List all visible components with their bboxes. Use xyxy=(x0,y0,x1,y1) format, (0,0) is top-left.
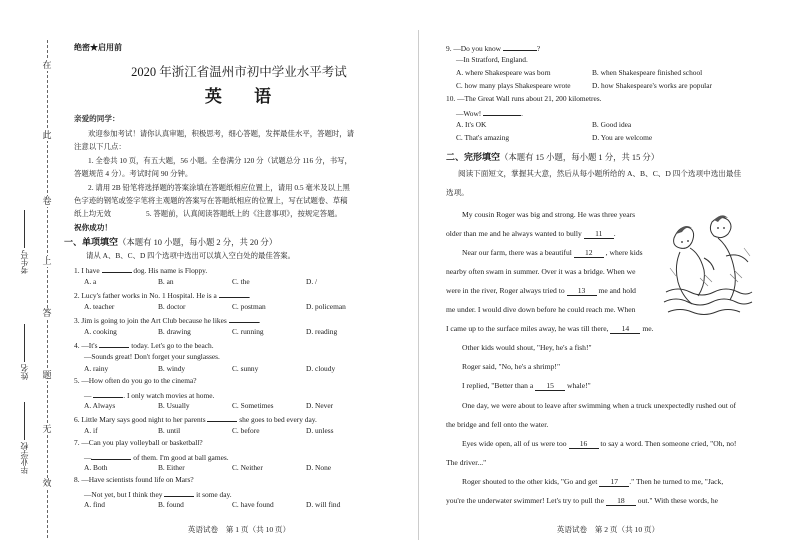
answer-blank[interactable] xyxy=(503,42,537,51)
option[interactable]: D. None xyxy=(306,463,332,472)
wish-text: 祝你成功！ xyxy=(74,223,112,232)
option[interactable]: D. cloudy xyxy=(306,364,336,373)
passage-line: you're the underwater swimmer! Let's try to pull the 18 out." With these words, he xyxy=(446,496,719,505)
page-footer: 英语试卷 第 2 页（共 10 页） xyxy=(556,525,660,534)
option[interactable]: C. Neither xyxy=(232,463,263,472)
examinee-number-field[interactable]: 考生号 xyxy=(20,210,30,274)
option[interactable]: B. found xyxy=(158,500,184,509)
option[interactable]: C. sunny xyxy=(232,364,259,373)
cloze-blank-16[interactable]: 16 xyxy=(569,440,599,449)
option[interactable]: C. postman xyxy=(232,302,266,311)
question-7: 7. —Can you play volleyball or basketball? xyxy=(74,438,203,447)
cloze-blank-14[interactable]: 14 xyxy=(610,325,640,334)
option[interactable]: A. if xyxy=(84,426,98,435)
section-2-heading: 二、完形填空（本题有 15 小题，每小题 1 分，共 15 分） xyxy=(446,152,660,162)
passage-line: the bridge and fell onto the water. xyxy=(446,420,549,429)
option[interactable]: B. Usually xyxy=(158,401,190,410)
option[interactable]: C. how many plays Shakespeare wrote xyxy=(456,81,571,90)
intro-line: 1. 全卷共 10 页，有五大题，56 小题。全卷满分 120 分（试题总分 116 分，书写， xyxy=(88,156,352,165)
question-10-reply: —Wow! . xyxy=(456,109,523,118)
question-8: 8. —Have scientists found life on Mars? xyxy=(74,475,194,484)
question-9-reply: —In Stratford, England. xyxy=(456,55,528,64)
exam-title: 2020 年浙江省温州市初中学业水平考试 xyxy=(131,65,347,79)
option[interactable]: A. Always xyxy=(84,401,116,410)
answer-blank[interactable] xyxy=(93,389,123,398)
passage-line: My cousin Roger was big and strong. He was three years xyxy=(462,210,636,219)
passage-line: One day, we were about to leave after swimming when a truck unexpectedly rushed out of xyxy=(462,401,737,410)
option[interactable]: B. doctor xyxy=(158,302,186,311)
binding-char: 效 xyxy=(36,478,58,489)
option[interactable]: D. reading xyxy=(306,327,338,336)
question-2: 2. Lucy's father works in No. 1 Hospital. He is a . xyxy=(74,291,251,300)
binding-char: 此 xyxy=(36,130,58,141)
answer-blank[interactable] xyxy=(229,314,259,323)
section-1-instruction: 请从 A、B、C、D 四个选项中选出可以填入空白处的最佳答案。 xyxy=(86,251,295,260)
option[interactable]: D. You are welcome xyxy=(592,133,653,142)
binding-line xyxy=(47,40,48,538)
option[interactable]: C. have found xyxy=(232,500,274,509)
question-6: 6. Little Mary says good night to her parents she goes to bed every day. xyxy=(74,415,317,424)
name-field[interactable]: 姓名 xyxy=(20,324,30,380)
cloze-blank-12[interactable]: 12 xyxy=(574,249,604,258)
option[interactable]: A. rainy xyxy=(84,364,109,373)
passage-line: I replied, "Better than a 15 whale!" xyxy=(462,381,591,390)
intro-line: 色字迹的钢笔或签字笔将主观题的答案写在答题纸相应的位置上，写在试题卷、草稿 xyxy=(74,196,348,205)
answer-blank[interactable] xyxy=(102,264,132,273)
answer-blank[interactable] xyxy=(207,413,237,422)
binding-char: 在 xyxy=(36,60,58,71)
answer-blank[interactable] xyxy=(99,339,129,348)
option[interactable]: A. find xyxy=(84,500,105,509)
passage-line: The driver..." xyxy=(446,458,487,467)
option[interactable]: B. drawing xyxy=(158,327,191,336)
passage-line: older than me and he always wanted to bully 11 . xyxy=(446,229,616,238)
intro-line: 欢迎参加考试！请你认真审题，积极思考，细心答题，发挥最佳水平，答题时，请 xyxy=(88,129,355,138)
question-4-reply: —Sounds great! Don't forget your sunglasses. xyxy=(84,352,220,361)
option[interactable]: B. until xyxy=(158,426,181,435)
option[interactable]: B. Good idea xyxy=(592,120,632,129)
option[interactable]: B. windy xyxy=(158,364,186,373)
option[interactable]: D. unless xyxy=(306,426,334,435)
passage-line: Roger said, "No, he's a shrimp!" xyxy=(462,362,561,371)
confidential-mark: 绝密★启用前 xyxy=(74,43,122,52)
passage-line: were in the river, Roger always tried to 13 me and hold xyxy=(446,286,636,295)
binding-char: 答 xyxy=(36,308,58,319)
passage-line: me under. I would dive down before he could reach me. When xyxy=(446,305,636,314)
option[interactable]: B. when Shakespeare finished school xyxy=(592,68,703,77)
intro-line: 2. 请用 2B 铅笔将选择题的答案涂填在答题纸相应位置上，请用 0.5 毫米及以上黑 xyxy=(88,183,350,192)
cloze-blank-13[interactable]: 13 xyxy=(567,287,597,296)
question-4: 4. —It's today. Let's go to the beach. xyxy=(74,341,214,350)
intro-line: 答题规范 4 分）。考试时间 90 分钟。 xyxy=(74,169,193,178)
page-divider xyxy=(418,30,419,540)
binding-char: 无 xyxy=(36,424,58,435)
question-1: 1. I have dog. His name is Floppy. xyxy=(74,266,208,275)
option[interactable]: D. will find xyxy=(306,500,341,509)
question-9: 9. —Do you know ? xyxy=(446,44,541,53)
binding-char: 卷 xyxy=(36,196,58,207)
option[interactable]: A. Both xyxy=(84,463,108,472)
option[interactable]: C. running xyxy=(232,327,264,336)
intro-line: 5. 答题前，认真阅读答题纸上的《注意事项》，按规定答题。 xyxy=(146,209,342,218)
option[interactable]: D. Never xyxy=(306,401,334,410)
option[interactable]: B. Either xyxy=(158,463,185,472)
section-1-heading: 一、单项填空（本题有 10 小题，每小题 2 分，共 20 分） xyxy=(64,237,278,247)
question-10: 10. —The Great Wall runs about 21, 200 kilometres. xyxy=(446,94,602,103)
binding-char: 题 xyxy=(36,370,58,381)
option[interactable]: A. It's OK xyxy=(456,120,487,129)
answer-blank[interactable] xyxy=(219,289,249,298)
option[interactable]: A. teacher xyxy=(84,302,115,311)
question-5: 5. —How often do you go to the cinema? xyxy=(74,376,197,385)
page-footer: 英语试卷 第 1 页（共 10 页） xyxy=(187,525,291,534)
passage-line: Roger shouted to the other kids, "Go and get 17 ." Then he turned to me, "Jack, xyxy=(462,477,724,486)
option[interactable]: D. how Shakespeare's works are popular xyxy=(592,81,712,90)
option[interactable]: D. policeman xyxy=(306,302,346,311)
passage-line: nearby often swam in summer. Over it was a bridge. When we xyxy=(446,267,636,276)
option[interactable]: A. cooking xyxy=(84,327,117,336)
answer-blank[interactable] xyxy=(483,107,521,116)
option[interactable]: C. before xyxy=(232,426,260,435)
option[interactable]: A. where Shakespeare was born xyxy=(456,68,551,77)
answer-blank[interactable] xyxy=(91,451,131,460)
binding-margin xyxy=(0,0,68,560)
option[interactable]: C. That's amazing xyxy=(456,133,510,142)
passage-line: Other kids would shout, "Hey, he's a fish!" xyxy=(462,343,592,352)
option[interactable]: A. a xyxy=(84,277,97,286)
school-field[interactable]: 毕业学校 xyxy=(20,402,30,474)
answer-blank[interactable] xyxy=(164,488,194,497)
passage-line: Near our farm, there was a beautiful 12 , where kids xyxy=(462,248,643,257)
passage-line: Eyes wide open, all of us were too 16 to say a word. Then someone cried, "Oh, no! xyxy=(462,439,737,448)
option[interactable]: B. an xyxy=(158,277,174,286)
question-7-reply: — of them. I'm good at ball games. xyxy=(84,453,229,462)
binding-char: 上 xyxy=(36,256,58,267)
cloze-blank-15[interactable]: 15 xyxy=(535,382,565,391)
passage-line: I came up to the surface miles away, he was till there, 14 me. xyxy=(446,324,654,333)
section-2-instruction: 阅读下面短文，掌握其大意，然后从每小题所给的 A、B、C、D 四个选项中选出最佳 xyxy=(458,169,742,178)
question-3: 3. Jim is going to join the Art Club because he likes . xyxy=(74,316,261,325)
option[interactable]: C. the xyxy=(232,277,250,286)
intro-line: 注意以下几点： xyxy=(74,142,126,151)
option[interactable]: C. Sometimes xyxy=(232,401,274,410)
cloze-blank-11[interactable]: 11 xyxy=(584,230,614,239)
section-2-instruction: 选项。 xyxy=(446,188,469,197)
subject-title: 英 语 xyxy=(204,87,286,106)
cloze-blank-17[interactable]: 17 xyxy=(599,478,629,487)
swimming-kids-illustration xyxy=(660,208,756,318)
option[interactable]: D. / xyxy=(306,277,318,286)
intro-line: 纸上均无效 xyxy=(74,209,111,218)
page-1 xyxy=(64,0,404,560)
question-8-reply: —Not yet, but I think they it some day. xyxy=(84,490,232,499)
question-5-reply: — . I only watch movies at home. xyxy=(84,391,215,400)
cloze-blank-18[interactable]: 18 xyxy=(606,497,636,506)
greeting: 亲爱的同学： xyxy=(74,114,120,123)
